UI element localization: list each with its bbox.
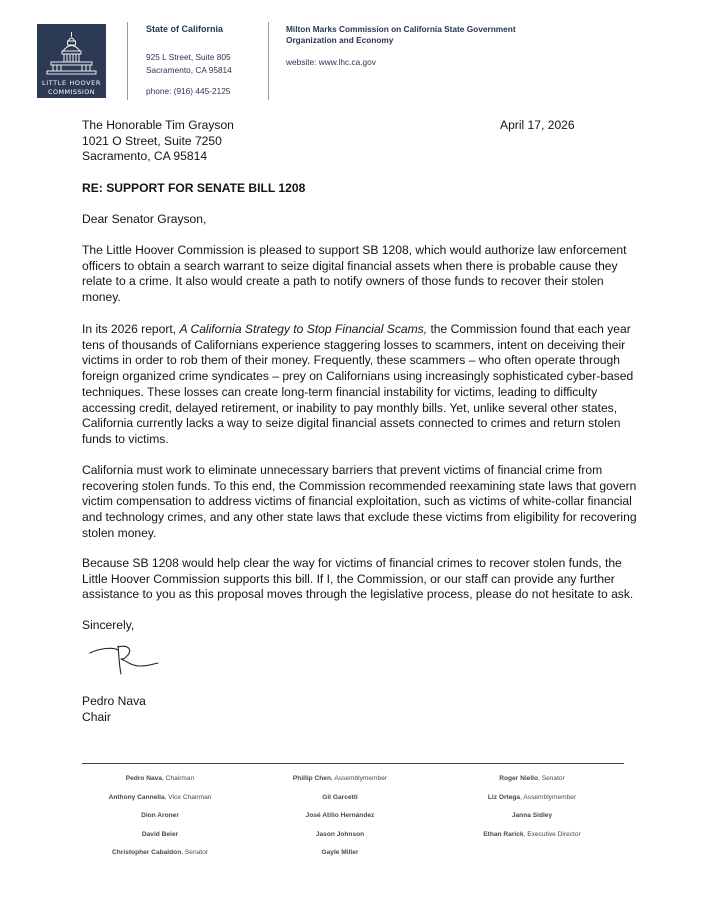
office-phone: phone: (916) 445-2125	[146, 86, 231, 96]
paragraph-2	[82, 322, 634, 448]
member-name: Jason Johnson	[315, 830, 365, 838]
member-entry	[250, 807, 430, 826]
signer-title: Chair	[82, 709, 111, 724]
paragraph-line: tens of thousands of Californians experience staggering losses to scammers, intent on deceiving their	[82, 337, 626, 352]
paragraph-line	[82, 322, 631, 338]
paragraph-1	[82, 243, 627, 306]
member-entry	[250, 789, 430, 808]
member-name: Phillip Chen	[292, 775, 332, 782]
paragraph-line: Little Hoover Commission supports this bill. If I, the Commission, or our staff can provide any further	[82, 571, 615, 586]
paragraph-line: stolen money.	[82, 525, 157, 540]
logo-text-line1: LITTLE HOOVER	[41, 79, 102, 87]
member-role: , Senator	[538, 775, 565, 782]
member-entry	[250, 826, 430, 845]
report-title: A California Strategy to Stop Financial Scams,	[179, 322, 428, 336]
commission-website: website: www.lhc.ca.gov	[286, 57, 376, 67]
member-role: , Vice Chairman	[164, 793, 212, 801]
member-name: David Beier	[141, 830, 179, 838]
paragraph-line: techniques. These losses can create long-term financial instability for victims, leading to difficulty	[82, 384, 598, 399]
commission-logo	[37, 24, 106, 98]
signer-name: Pedro Nava	[82, 694, 146, 708]
member-entry	[442, 826, 622, 845]
member-entry	[442, 807, 622, 826]
member-name: José Atilio Hernández	[305, 812, 375, 820]
member-name: Gayle Miller	[321, 849, 359, 857]
member-entry	[70, 770, 250, 789]
paragraph-line: California currently lacks a way to seize digital financial assets connected to crimes and return stolen	[82, 416, 621, 431]
logo-text-line2: COMMISSION	[48, 88, 95, 96]
member-name: Pedro Nava	[125, 775, 163, 782]
paragraph-line: money.	[82, 290, 121, 305]
paragraph-text: the Commission found that each year	[427, 322, 631, 336]
commission-full-name-line1: Milton Marks Commission on California State Government	[286, 24, 516, 34]
paragraph-line: assistance to you as this proposal moves through the legislative process, please do not hesitate to ask.	[82, 587, 634, 602]
paragraph-line: recovering stolen funds. To this end, the Commission recommended reexamining state laws that govern	[82, 478, 637, 493]
member-name: Liz Ortega	[487, 793, 521, 801]
paragraph-line: officers to obtain a search warrant to seize digital financial assets when there is probable cause they	[82, 258, 618, 273]
closing: Sincerely,	[82, 618, 135, 632]
member-entry	[70, 789, 250, 808]
member-name: Roger Niello	[499, 775, 539, 782]
letter-date: April 17, 2026	[500, 118, 575, 132]
member-entry	[250, 844, 430, 863]
salutation: Dear Senator Grayson,	[82, 212, 207, 226]
paragraph-4	[82, 556, 634, 603]
recipient-street: 1021 O Street, Suite 7250	[82, 133, 222, 148]
footer-members-column-2	[250, 770, 430, 863]
paragraph-line: foreign organized crime syndicates – prey on Californians using increasingly sophisticated cyber-based	[82, 369, 634, 384]
member-role: , Senator	[181, 849, 208, 857]
member-role: , Executive Director	[523, 830, 581, 838]
member-entry	[442, 770, 622, 789]
member-role: , Assemblymember	[520, 793, 577, 801]
member-entry	[70, 844, 250, 863]
member-name: Christopher Cabaldon	[111, 849, 182, 857]
paragraph-line: Because SB 1208 would help clear the way for victims of financial crimes to recover stolen funds, the	[82, 556, 622, 570]
capitol-dome-icon	[37, 24, 106, 80]
paragraph-line: California must work to eliminate unnecessary barriers that prevent victims of financial crime from	[82, 463, 603, 477]
recipient-name: The Honorable Tim Grayson	[82, 118, 234, 132]
member-entry	[70, 826, 250, 845]
letterhead-divider	[127, 22, 128, 100]
state-name: State of California	[146, 24, 224, 34]
handwritten-signature	[88, 641, 178, 681]
paragraph-line: The Little Hoover Commission is pleased to support SB 1208, which would authorize law enforcement	[82, 243, 627, 257]
member-role: , Assemblymember	[331, 775, 388, 782]
member-role: , Chairman	[162, 775, 195, 782]
signer-block	[82, 694, 627, 725]
footer-rule	[82, 763, 624, 764]
commission-full-name-line2: Organization and Economy	[286, 35, 394, 45]
member-name: Janna Sidley	[511, 812, 553, 820]
letterhead-divider	[268, 22, 269, 100]
footer-members-column-3	[442, 770, 622, 844]
member-name: Anthony Cannella	[108, 793, 165, 801]
member-entry	[442, 789, 622, 808]
member-entry	[250, 770, 430, 789]
member-name: Gil Garcetti	[322, 793, 358, 801]
office-address-city: Sacramento, CA 95814	[146, 65, 232, 75]
paragraph-line: and technology crimes, and any other state laws that exclude these victims from eligibility for recovering	[82, 510, 637, 525]
paragraph-line: victims in order to rob them of their money. Frequently, these scammers – who often operate through	[82, 353, 620, 368]
paragraph-line: funds to victims.	[82, 431, 169, 446]
recipient-city: Sacramento, CA 95814	[82, 149, 208, 164]
footer-members-column-1	[70, 770, 250, 863]
paragraph-line: accessing credit, delayed retirement, or inability to pay monthly bills. Yet, unlike several other states,	[82, 400, 618, 415]
member-name: Ethan Rarick	[483, 830, 524, 838]
office-address-street: 925 L Street, Suite 805	[146, 52, 231, 62]
paragraph-3	[82, 463, 637, 542]
member-entry	[70, 807, 250, 826]
member-name: Dion Aroner	[141, 812, 179, 820]
paragraph-line: victim compensation to address victims of financial exploitation, such as victims of white-collar financial	[82, 494, 632, 509]
paragraph-text: In its 2026 report,	[82, 322, 180, 336]
paragraph-line: relate to a crime. It also would create a path to notify owners of those funds to recover their stolen	[82, 274, 604, 289]
subject-line: RE: SUPPORT FOR SENATE BILL 1208	[82, 181, 306, 195]
